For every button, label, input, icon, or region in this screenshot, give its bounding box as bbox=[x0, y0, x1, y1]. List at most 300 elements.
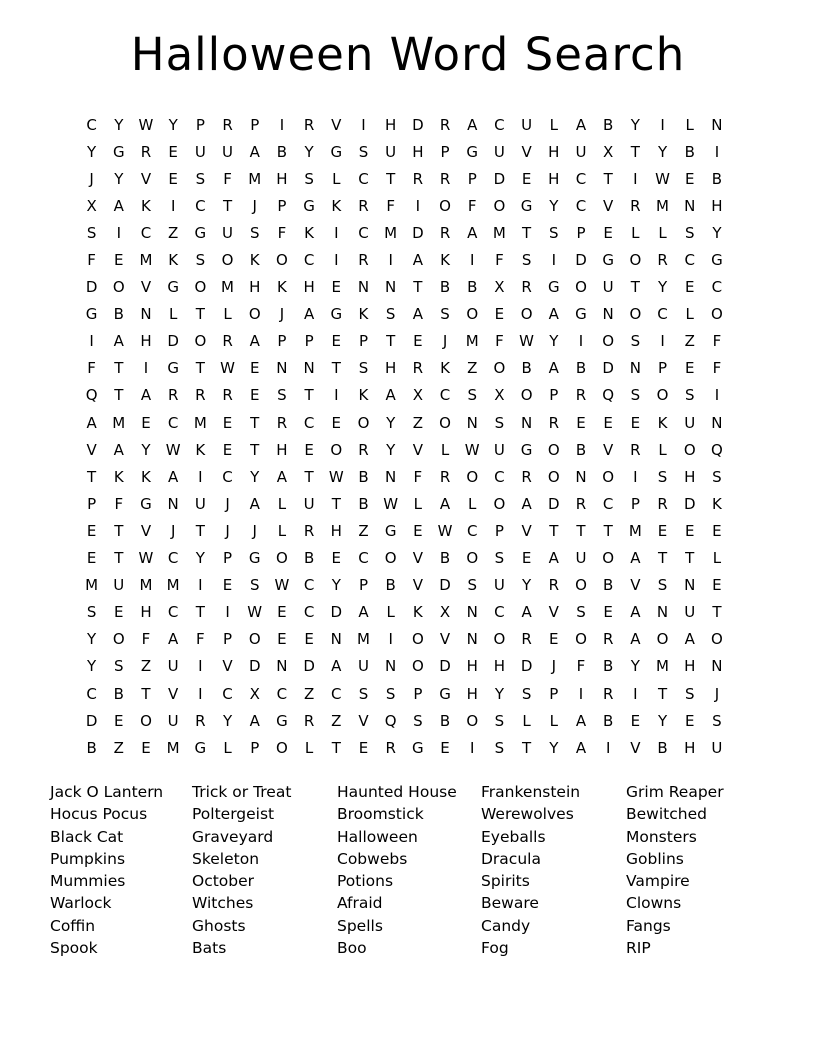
grid-letter: I bbox=[334, 386, 339, 405]
grid-letter: S bbox=[304, 169, 314, 188]
grid-letter: O bbox=[411, 657, 424, 676]
grid-letter: R bbox=[303, 711, 315, 730]
grid-letter: H bbox=[385, 115, 397, 134]
grid-letter: V bbox=[521, 521, 532, 540]
grid-letter: R bbox=[412, 169, 424, 188]
grid-letter: S bbox=[712, 711, 722, 730]
grid-letter: O bbox=[493, 196, 506, 215]
grid-letter: M bbox=[85, 576, 99, 595]
grid-letter: K bbox=[657, 413, 668, 432]
grid-letter: M bbox=[492, 223, 506, 242]
grid-letter: C bbox=[167, 549, 179, 568]
grid-letter: E bbox=[630, 711, 641, 730]
grid-letter: R bbox=[358, 251, 369, 270]
grid-letter: P bbox=[413, 684, 423, 703]
grid-letter: S bbox=[494, 413, 505, 432]
grid-letter: U bbox=[194, 494, 206, 513]
grid-letter: C bbox=[303, 603, 315, 622]
grid-letter: R bbox=[630, 440, 641, 459]
grid-letter: E bbox=[331, 278, 342, 297]
grid-letter: T bbox=[386, 332, 396, 351]
grid-letter: O bbox=[547, 440, 560, 459]
grid-letter: I bbox=[605, 738, 611, 757]
grid-letter: P bbox=[223, 630, 233, 649]
grid-letter: C bbox=[711, 278, 723, 297]
grid-letter: A bbox=[684, 630, 695, 649]
grid-letter: G bbox=[575, 305, 587, 324]
word-list-item: Beware bbox=[481, 894, 539, 913]
grid-letter: C bbox=[602, 494, 614, 513]
grid-letter: A bbox=[630, 549, 641, 568]
grid-letter: G bbox=[602, 251, 614, 270]
grid-letter: U bbox=[222, 223, 234, 242]
grid-letter: V bbox=[140, 521, 152, 540]
grid-letter: N bbox=[357, 278, 370, 297]
grid-letter: E bbox=[114, 251, 124, 270]
grid-letter: D bbox=[412, 223, 424, 242]
grid-letter: C bbox=[331, 684, 342, 703]
grid-letter: O bbox=[248, 630, 261, 649]
grid-letter: C bbox=[684, 251, 695, 270]
grid-letter: I bbox=[470, 738, 475, 757]
grid-letter: V bbox=[630, 738, 641, 757]
grid-letter: O bbox=[276, 738, 288, 757]
grid-letter: G bbox=[194, 223, 207, 242]
grid-letter: T bbox=[195, 521, 205, 540]
grid-letter: N bbox=[466, 630, 478, 649]
grid-letter: Y bbox=[549, 332, 559, 351]
grid-letter: L bbox=[685, 305, 694, 324]
word-list-item: RIP bbox=[626, 939, 651, 958]
grid-letter: G bbox=[439, 684, 451, 703]
grid-letter: I bbox=[633, 684, 638, 703]
grid-letter: W bbox=[165, 440, 181, 459]
word-list-item: Goblins bbox=[626, 849, 684, 868]
grid-letter: S bbox=[358, 142, 369, 161]
grid-letter: Z bbox=[467, 359, 478, 378]
grid-letter: W bbox=[464, 440, 480, 459]
grid-letter: H bbox=[385, 359, 397, 378]
grid-letter: T bbox=[304, 467, 314, 486]
word-list bbox=[50, 781, 766, 959]
grid-letter: U bbox=[493, 576, 505, 595]
grid-letter: P bbox=[549, 386, 559, 405]
grid-letter: A bbox=[249, 142, 260, 161]
grid-letter: O bbox=[466, 305, 479, 324]
grid-letter: E bbox=[494, 305, 505, 324]
grid-letter: N bbox=[711, 657, 723, 676]
grid-letter: L bbox=[658, 440, 667, 459]
grid-letter: O bbox=[602, 467, 615, 486]
grid-letter: I bbox=[143, 359, 149, 378]
word-list-item: Clowns bbox=[626, 894, 682, 913]
word-list-item: Afraid bbox=[337, 894, 383, 913]
grid-letter: B bbox=[575, 359, 587, 378]
grid-letter: L bbox=[658, 223, 667, 242]
word-list-item: Dracula bbox=[481, 849, 541, 868]
word-list-item: Spells bbox=[337, 916, 383, 935]
grid-letter: I bbox=[279, 115, 285, 134]
grid-letter: R bbox=[602, 684, 614, 703]
grid-letter: F bbox=[712, 332, 722, 351]
grid-letter: S bbox=[440, 305, 450, 324]
grid-letter: P bbox=[358, 332, 368, 351]
grid-letter: O bbox=[602, 332, 615, 351]
grid-letter: S bbox=[195, 251, 206, 270]
grid-letter: J bbox=[714, 684, 720, 703]
grid-letter: G bbox=[384, 521, 397, 540]
word-list-item: Black Cat bbox=[50, 827, 124, 846]
grid-letter: U bbox=[493, 440, 505, 459]
grid-letter: A bbox=[113, 332, 124, 351]
grid-letter: B bbox=[86, 738, 97, 757]
grid-letter: H bbox=[684, 738, 696, 757]
grid-letter: S bbox=[86, 223, 97, 242]
grid-letter: T bbox=[114, 359, 124, 378]
grid-letter: H bbox=[684, 467, 696, 486]
grid-letter: F bbox=[277, 223, 287, 242]
grid-letter: T bbox=[630, 278, 640, 297]
grid-letter: E bbox=[86, 549, 97, 568]
grid-letter: C bbox=[466, 521, 478, 540]
grid-letter: B bbox=[439, 549, 451, 568]
grid-letter: E bbox=[521, 549, 532, 568]
grid-letter: P bbox=[87, 494, 97, 513]
word-list-item: October bbox=[192, 872, 255, 891]
grid-letter: E bbox=[521, 169, 532, 188]
grid-letter: M bbox=[656, 657, 669, 676]
grid-letter: Z bbox=[303, 684, 315, 703]
grid-letter: T bbox=[114, 549, 124, 568]
grid-letter: C bbox=[195, 196, 206, 215]
grid-letter: Y bbox=[222, 711, 233, 730]
grid-letter: U bbox=[194, 142, 206, 161]
grid-letter: V bbox=[412, 576, 423, 595]
grid-letter: S bbox=[521, 251, 532, 270]
grid-letter: D bbox=[602, 359, 614, 378]
grid-letter: O bbox=[493, 630, 506, 649]
grid-letter: T bbox=[522, 738, 532, 757]
grid-letter: D bbox=[248, 657, 261, 676]
grid-letter: E bbox=[603, 223, 613, 242]
grid-letter: N bbox=[602, 305, 614, 324]
grid-letter: I bbox=[415, 196, 421, 215]
grid-letter: Y bbox=[141, 440, 151, 459]
grid-letter: U bbox=[575, 549, 587, 568]
grid-letter: D bbox=[548, 494, 560, 513]
grid-letter: T bbox=[304, 386, 314, 405]
grid-letter: N bbox=[575, 467, 587, 486]
grid-letter: C bbox=[140, 223, 152, 242]
grid-letter: W bbox=[220, 359, 235, 378]
grid-letter: R bbox=[222, 115, 233, 134]
grid-letter: Y bbox=[168, 115, 178, 134]
grid-letter: G bbox=[520, 440, 533, 459]
grid-letter: A bbox=[86, 413, 97, 432]
grid-letter: O bbox=[575, 630, 587, 649]
grid-letter: B bbox=[603, 115, 614, 134]
grid-letter: A bbox=[630, 603, 641, 622]
grid-letter: A bbox=[575, 738, 587, 757]
grid-letter: P bbox=[658, 359, 668, 378]
grid-letter: E bbox=[684, 359, 695, 378]
grid-letter: I bbox=[388, 630, 393, 649]
grid-letter: S bbox=[712, 467, 722, 486]
grid-letter: C bbox=[303, 413, 315, 432]
word-list-item: Spook bbox=[50, 939, 98, 958]
grid-letter: P bbox=[250, 115, 260, 134]
grid-letter: B bbox=[711, 169, 723, 188]
grid-letter: M bbox=[221, 278, 234, 297]
grid-letter: U bbox=[357, 657, 369, 676]
grid-letter: O bbox=[112, 278, 125, 297]
grid-letter: R bbox=[521, 467, 532, 486]
grid-letter: R bbox=[358, 440, 369, 459]
grid-letter: Z bbox=[168, 223, 179, 242]
grid-letter: Y bbox=[657, 278, 668, 297]
grid-letter: W bbox=[328, 467, 344, 486]
grid-letter: L bbox=[168, 305, 178, 324]
grid-letter: I bbox=[170, 196, 176, 215]
grid-letter: G bbox=[303, 196, 315, 215]
grid-letter: F bbox=[495, 332, 504, 351]
word-list-column bbox=[192, 781, 337, 959]
grid-letter: F bbox=[386, 196, 395, 215]
grid-letter: G bbox=[466, 142, 479, 161]
grid-letter: B bbox=[358, 494, 369, 513]
grid-letter: G bbox=[412, 738, 424, 757]
grid-letter: I bbox=[660, 332, 665, 351]
grid-letter: H bbox=[412, 142, 424, 161]
grid-letter: S bbox=[494, 738, 505, 757]
grid-letter: E bbox=[576, 413, 586, 432]
grid-letter: R bbox=[439, 169, 451, 188]
grid-letter: E bbox=[331, 413, 342, 432]
grid-letter: O bbox=[711, 630, 723, 649]
grid-letter: B bbox=[603, 711, 614, 730]
grid-letter: R bbox=[303, 115, 315, 134]
word-list-item: Pumpkins bbox=[50, 849, 126, 868]
grid-letter: D bbox=[575, 251, 587, 270]
grid-letter: S bbox=[576, 603, 586, 622]
grid-letter: I bbox=[334, 251, 339, 270]
grid-letter: T bbox=[657, 549, 668, 568]
grid-letter: I bbox=[714, 142, 720, 161]
grid-letter: M bbox=[139, 251, 153, 270]
grid-letter: S bbox=[684, 223, 695, 242]
grid-letter: C bbox=[222, 684, 233, 703]
grid-letter: H bbox=[711, 196, 723, 215]
word-list-item: Monsters bbox=[626, 827, 697, 846]
grid-letter: R bbox=[358, 196, 369, 215]
grid-letter: I bbox=[198, 467, 203, 486]
grid-letter: B bbox=[684, 142, 695, 161]
grid-letter: X bbox=[412, 386, 423, 405]
grid-letter: W bbox=[274, 576, 290, 595]
grid-letter: V bbox=[412, 549, 423, 568]
grid-letter: T bbox=[576, 521, 586, 540]
grid-letter: N bbox=[656, 603, 669, 622]
grid-letter: C bbox=[358, 169, 369, 188]
grid-letter: P bbox=[277, 196, 287, 215]
grid-letter: S bbox=[684, 684, 695, 703]
grid-letter: E bbox=[684, 169, 695, 188]
grid-letter: F bbox=[712, 359, 722, 378]
grid-letter: S bbox=[467, 386, 477, 405]
word-list-item: Ghosts bbox=[192, 916, 246, 935]
grid-letter: S bbox=[114, 657, 124, 676]
grid-letter: U bbox=[167, 657, 179, 676]
grid-letter: A bbox=[439, 494, 451, 513]
grid-letter: R bbox=[167, 386, 179, 405]
grid-letter: V bbox=[548, 603, 559, 622]
grid-letter: E bbox=[277, 603, 287, 622]
grid-letter: H bbox=[466, 657, 478, 676]
grid-letter: E bbox=[114, 711, 124, 730]
grid-letter: I bbox=[198, 576, 203, 595]
grid-letter: X bbox=[249, 684, 260, 703]
grid-letter: U bbox=[167, 711, 179, 730]
grid-letter: C bbox=[303, 251, 315, 270]
grid-letter: N bbox=[385, 278, 397, 297]
grid-letter: W bbox=[138, 115, 154, 134]
grid-letter: Y bbox=[386, 440, 396, 459]
grid-letter: K bbox=[358, 386, 369, 405]
grid-letter: Y bbox=[630, 115, 640, 134]
grid-letter: I bbox=[198, 684, 203, 703]
grid-letter: Z bbox=[684, 332, 695, 351]
grid-letter: A bbox=[358, 603, 369, 622]
grid-letter: A bbox=[249, 711, 260, 730]
grid-letter: R bbox=[222, 386, 233, 405]
word-list-item: Trick or Treat bbox=[192, 783, 292, 801]
grid-letter: I bbox=[714, 386, 720, 405]
grid-letter: C bbox=[494, 467, 505, 486]
grid-letter: K bbox=[711, 494, 722, 513]
grid-letter: P bbox=[195, 115, 205, 134]
grid-letter: O bbox=[384, 549, 397, 568]
grid-letter: M bbox=[112, 413, 126, 432]
grid-letter: B bbox=[303, 549, 315, 568]
grid-letter: G bbox=[520, 196, 533, 215]
grid-letter: L bbox=[277, 494, 287, 513]
grid-letter: E bbox=[86, 521, 97, 540]
grid-letter: Y bbox=[549, 738, 559, 757]
grid-letter: E bbox=[304, 440, 314, 459]
grid-letter: P bbox=[304, 332, 314, 351]
grid-letter: R bbox=[548, 576, 559, 595]
grid-letter: A bbox=[385, 386, 396, 405]
grid-letter: N bbox=[684, 576, 696, 595]
grid-letter: X bbox=[439, 603, 451, 622]
grid-letter: R bbox=[657, 251, 668, 270]
grid-letter: E bbox=[712, 521, 722, 540]
grid-letter: Y bbox=[114, 169, 124, 188]
grid-letter: K bbox=[276, 278, 287, 297]
word-list-item: Haunted House bbox=[337, 783, 457, 801]
grid-letter: U bbox=[222, 142, 234, 161]
grid-letter: H bbox=[276, 169, 288, 188]
grid-letter: K bbox=[304, 223, 315, 242]
grid-letter: C bbox=[657, 305, 668, 324]
grid-letter: L bbox=[631, 223, 640, 242]
grid-letter: S bbox=[657, 576, 668, 595]
grid-letter: Y bbox=[195, 549, 205, 568]
grid-letter: O bbox=[683, 440, 696, 459]
grid-letter: K bbox=[168, 251, 179, 270]
grid-letter: H bbox=[249, 278, 261, 297]
grid-letter: I bbox=[225, 603, 230, 622]
word-list-item: Graveyard bbox=[192, 827, 274, 846]
grid-letter: D bbox=[439, 576, 451, 595]
grid-letter: E bbox=[440, 738, 450, 757]
grid-letter: J bbox=[225, 521, 230, 540]
grid-letter: O bbox=[194, 332, 207, 351]
grid-letter: A bbox=[249, 494, 260, 513]
grid-letter: O bbox=[602, 549, 615, 568]
grid-letter: O bbox=[575, 576, 587, 595]
grid-letter: O bbox=[439, 196, 451, 215]
grid-letter: L bbox=[277, 521, 287, 540]
grid-letter: W bbox=[247, 603, 263, 622]
grid-letter: A bbox=[521, 494, 532, 513]
grid-letter: J bbox=[279, 305, 285, 324]
grid-letter: K bbox=[141, 196, 151, 215]
grid-letter: W bbox=[519, 332, 535, 351]
grid-letter: Y bbox=[114, 115, 124, 134]
grid-letter: B bbox=[575, 440, 587, 459]
grid-letter: O bbox=[330, 440, 343, 459]
grid-letter: T bbox=[386, 169, 396, 188]
grid-letter: Q bbox=[85, 386, 98, 405]
grid-letter: S bbox=[385, 684, 396, 703]
grid-letter: C bbox=[439, 386, 451, 405]
grid-letter: K bbox=[195, 440, 206, 459]
grid-letter: V bbox=[630, 576, 641, 595]
grid-letter: S bbox=[249, 576, 260, 595]
grid-letter: C bbox=[86, 115, 97, 134]
grid-letter: S bbox=[684, 386, 695, 405]
grid-letter: N bbox=[276, 657, 288, 676]
grid-letter: H bbox=[303, 278, 315, 297]
grid-letter: F bbox=[114, 494, 124, 513]
grid-letter: A bbox=[521, 603, 532, 622]
grid-letter: E bbox=[331, 332, 342, 351]
grid-letter: S bbox=[413, 711, 423, 730]
grid-letter: W bbox=[138, 549, 154, 568]
grid-letter: I bbox=[551, 251, 556, 270]
grid-letter: E bbox=[549, 630, 559, 649]
grid-letter: Y bbox=[87, 630, 97, 649]
grid-letter: E bbox=[684, 278, 695, 297]
grid-letter: L bbox=[522, 711, 531, 730]
grid-letter: B bbox=[113, 684, 124, 703]
grid-letter: A bbox=[140, 386, 152, 405]
grid-letter: U bbox=[521, 115, 533, 134]
grid-letter: T bbox=[630, 142, 640, 161]
grid-letter: H bbox=[466, 684, 478, 703]
grid-letter: H bbox=[140, 332, 152, 351]
grid-letter: R bbox=[439, 223, 451, 242]
grid-letter: V bbox=[140, 278, 152, 297]
grid-letter: P bbox=[358, 576, 368, 595]
grid-letter: S bbox=[549, 223, 559, 242]
grid-letter: G bbox=[112, 142, 125, 161]
grid-letter: V bbox=[222, 657, 233, 676]
grid-letter: Z bbox=[113, 738, 124, 757]
word-list-column bbox=[481, 781, 626, 959]
grid-letter: M bbox=[248, 169, 262, 188]
